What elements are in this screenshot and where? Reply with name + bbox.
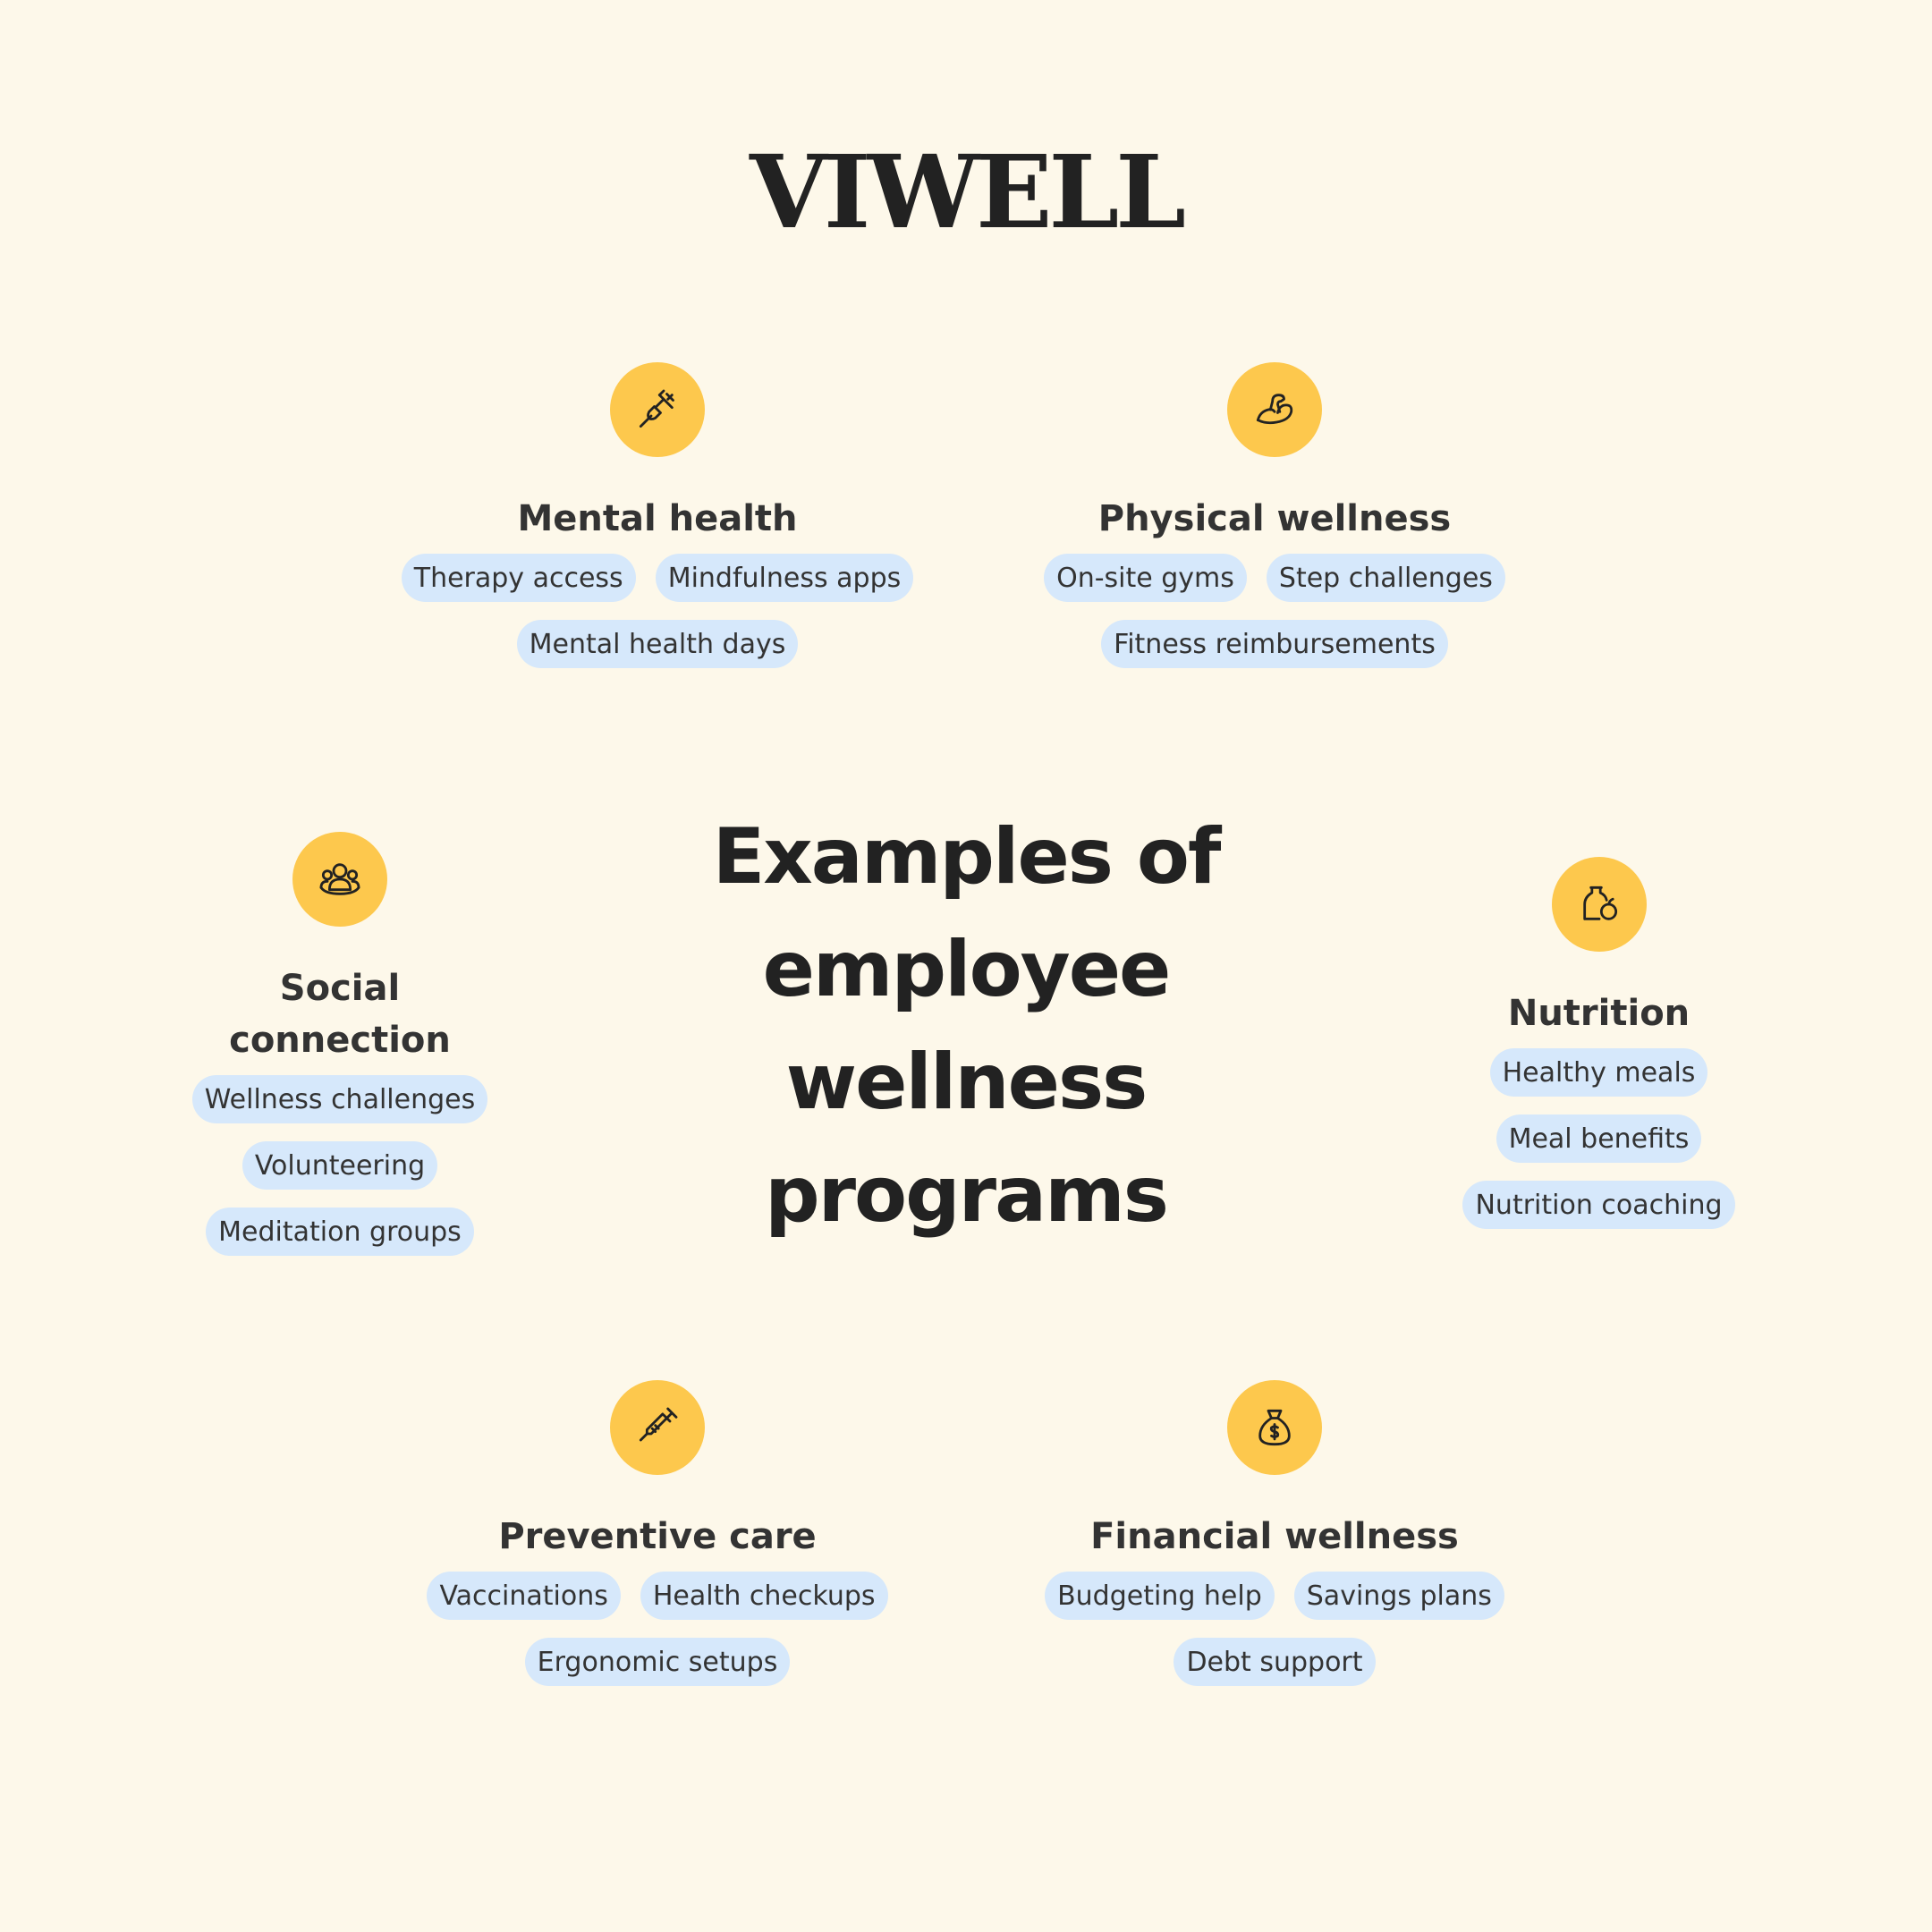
chip-list	[997, 554, 1552, 668]
group-preventive-care	[344, 1380, 970, 1686]
plug-icon	[610, 362, 705, 457]
group-title: Physical wellness	[1097, 498, 1452, 539]
money-bag-icon	[1227, 1380, 1322, 1475]
syringe-icon	[610, 1380, 705, 1475]
chip-list	[192, 1075, 487, 1256]
group-title: Mental health	[517, 498, 798, 539]
chip-list	[997, 1572, 1552, 1686]
chip: Healthy meals	[1490, 1048, 1708, 1097]
chip: Nutrition coaching	[1462, 1181, 1734, 1229]
chip: Therapy access	[402, 554, 636, 602]
group-mental-health	[344, 362, 970, 668]
page-title	[653, 801, 1279, 1251]
title-line: employee	[762, 925, 1170, 1014]
chip: Meditation groups	[206, 1208, 474, 1256]
chip: Mindfulness apps	[656, 554, 914, 602]
chip: Step challenges	[1267, 554, 1505, 602]
title-line: wellness	[785, 1038, 1147, 1127]
group-title	[229, 962, 451, 1066]
chip: Ergonomic setups	[525, 1638, 791, 1686]
group-nutrition	[1422, 857, 1775, 1229]
people-group-icon	[292, 832, 387, 927]
group-title: Preventive care	[498, 1516, 817, 1557]
flexed-arm-icon	[1227, 362, 1322, 457]
chip-list	[380, 1572, 935, 1686]
chip: Debt support	[1174, 1638, 1375, 1686]
title-line: programs	[765, 1150, 1167, 1240]
title-line: Examples of	[712, 812, 1220, 902]
group-physical-wellness	[962, 362, 1588, 668]
chip: Savings plans	[1294, 1572, 1504, 1620]
chip: Wellness challenges	[192, 1075, 487, 1123]
chip: Mental health days	[517, 620, 799, 668]
group-title-line: Social	[279, 968, 401, 1009]
chip: Health checkups	[640, 1572, 888, 1620]
chip: Vaccinations	[427, 1572, 620, 1620]
chip: Fitness reimbursements	[1101, 620, 1448, 668]
group-title-line: connection	[229, 1020, 451, 1061]
chip: Volunteering	[242, 1141, 437, 1190]
chip-list	[1462, 1048, 1734, 1229]
chip-list	[380, 554, 935, 668]
chip: Budgeting help	[1045, 1572, 1275, 1620]
jar-apple-icon	[1552, 857, 1647, 952]
group-financial-wellness	[962, 1380, 1588, 1686]
chip: On-site gyms	[1044, 554, 1247, 602]
group-title: Nutrition	[1507, 993, 1690, 1034]
group-social-connection	[161, 832, 519, 1256]
brand-logo: VIWELL	[750, 134, 1182, 251]
group-title: Financial wellness	[1090, 1516, 1459, 1557]
chip: Meal benefits	[1496, 1114, 1702, 1163]
